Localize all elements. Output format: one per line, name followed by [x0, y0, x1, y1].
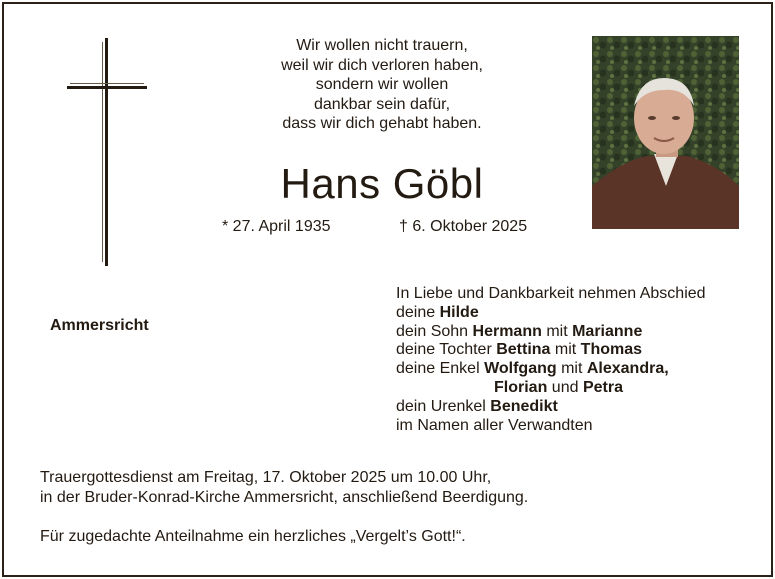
- poem-line: dankbar sein dafür,: [313, 95, 451, 113]
- mourner-line: deine Hilde: [396, 303, 479, 321]
- funeral-service-info: [40, 468, 528, 508]
- birth-date: * 27. April 1935: [222, 218, 331, 235]
- poem-line: dass wir dich gehabt haben.: [282, 115, 482, 132]
- service-line: Trauergottesdienst am Freitag, 17. Oktober 2025 um 10.00 Uhr,: [40, 469, 492, 486]
- mourner-line: dein Urenkel Benedikt: [396, 397, 558, 415]
- mourner-line: dein Sohn Hermann mit Marianne: [396, 322, 643, 340]
- mourners-list: [396, 285, 706, 435]
- service-line: in der Bruder-Konrad-Kirche Ammersricht, anschließend Beerdigung.: [40, 489, 529, 506]
- thanks-note: Für zugedachte Anteilnahme ein herzliches „Vergelt’s Gott!“.: [40, 528, 466, 545]
- poem: [242, 36, 522, 134]
- deceased-name: Hans Göbl: [280, 160, 484, 207]
- mourner-line: Florian und Petra: [494, 378, 623, 396]
- poem-line: sondern wir wollen: [315, 76, 449, 93]
- obituary-card: [2, 2, 773, 577]
- mourner-line: deine Enkel Wolfgang mit Alexandra,: [396, 360, 669, 378]
- place-name: Ammersricht: [50, 317, 149, 334]
- death-date: † 6. Oktober 2025: [399, 218, 528, 235]
- mourner-line: deine Tochter Bettina mit Thomas: [396, 341, 643, 359]
- mourners-intro: In Liebe und Dankbarkeit nehmen Abschied: [396, 285, 706, 302]
- mourners-outro: im Namen aller Verwandten: [396, 416, 593, 434]
- poem-line: weil wir dich verloren haben,: [281, 56, 483, 74]
- portrait-photo: [592, 36, 739, 229]
- poem-line: Wir wollen nicht trauern,: [296, 37, 468, 54]
